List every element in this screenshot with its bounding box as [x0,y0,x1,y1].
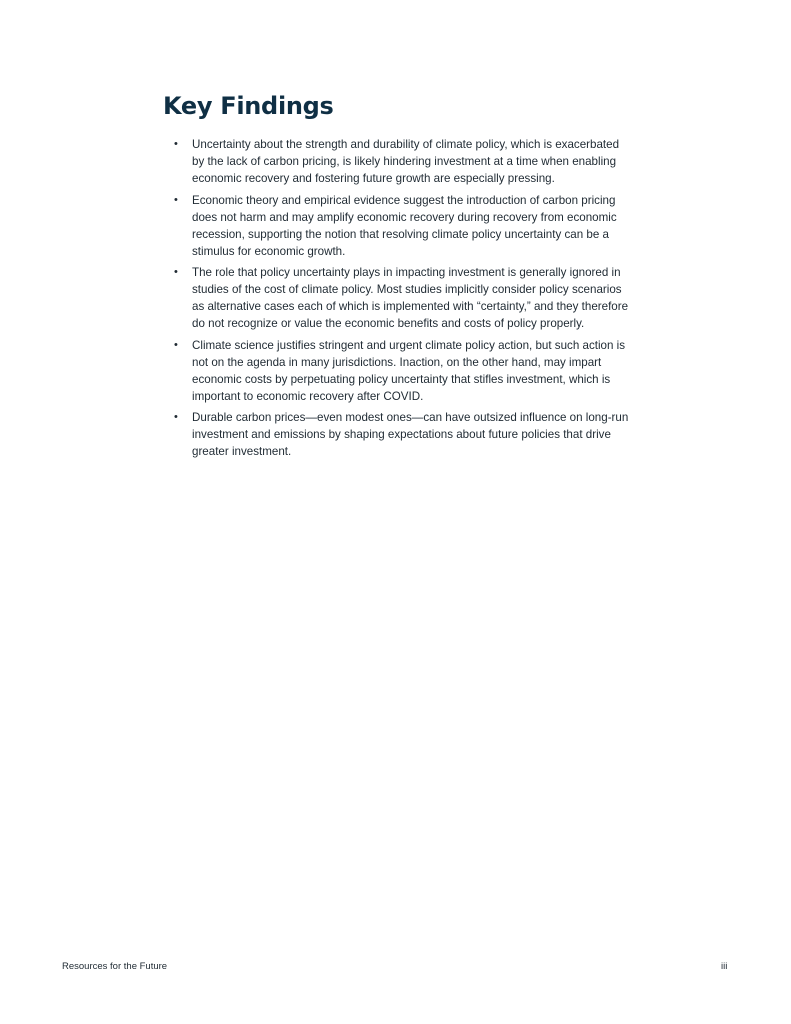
bullet-icon: • [174,411,178,423]
bullet-icon: • [174,193,178,206]
page-number: iii [721,961,728,972]
list-item [163,136,633,187]
bullet-icon: • [174,266,178,278]
finding-text: Uncertainty about the strength and durability of climate policy, which is exacerbated by the lack of carbon pricing, is likely hindering investment at a time when enabling economic recovery and fostering future growth are especially pressing. [192,138,620,185]
list-item [163,264,633,332]
list-item [163,337,633,405]
document-body [163,90,633,465]
bullet-icon: • [174,338,178,351]
list-item [163,192,633,260]
finding-text: Economic theory and empirical evidence suggest the introduction of carbon pricing does not harm and may amplify economic recovery during recovery from economic recession, supporting the notion that resolving climate policy uncertainty can be a stimulus for economic growth. [192,193,617,258]
finding-text: Durable carbon prices—even modest ones—can have outsized influence on long-run investment and emissions by shaping expectations about future policies that drive greater investment. [192,411,629,458]
footer-publisher: Resources for the Future [62,961,168,972]
list-item [163,409,633,460]
page-title: Key Findings [163,92,334,120]
finding-text: The role that policy uncertainty plays in impacting investment is generally ignored in studies of the cost of climate policy. Most studies implicitly consider policy scenarios as alternative cases each of which is implemented with “certainty,” and they therefore do not recognize or value the economic benefits and costs of policy properly. [192,266,629,330]
key-findings-list [163,136,633,460]
bullet-icon: • [174,138,178,150]
finding-text: Climate science justifies stringent and urgent climate policy action, but such action is not on the agenda in many jurisdictions. Inaction, on the other hand, may impart economic costs by perpetuating policy uncertainty that stifles investment, which is important to economic recovery after COVID. [192,338,626,403]
